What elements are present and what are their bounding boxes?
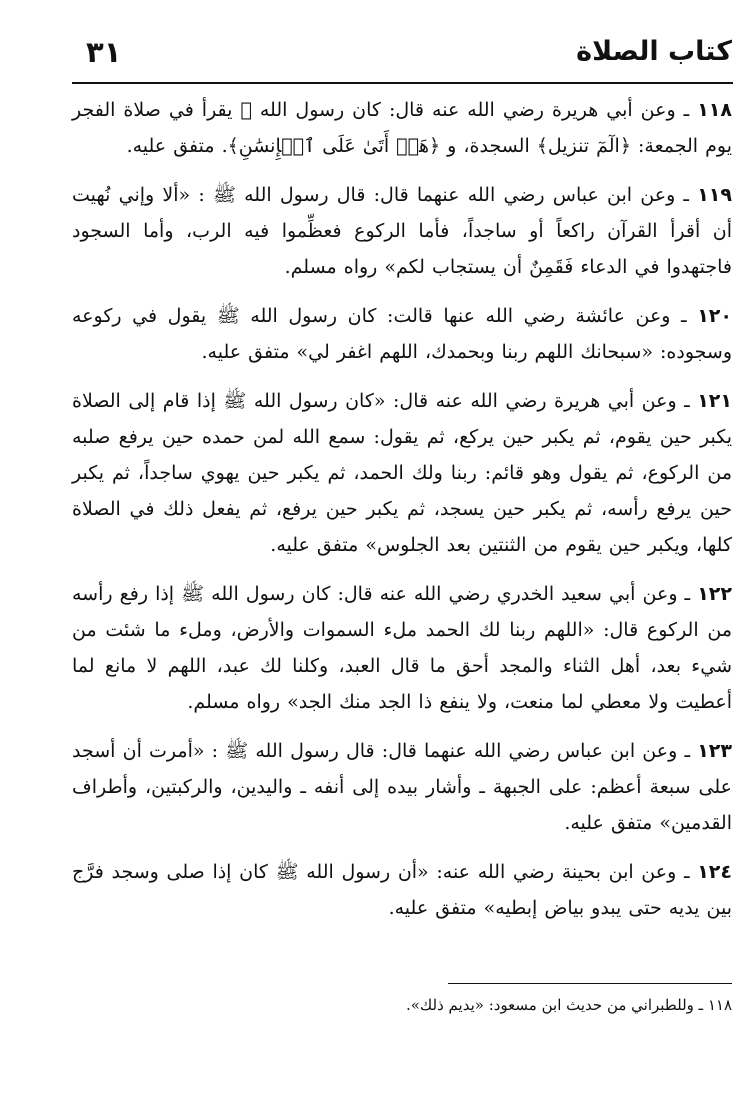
- hadith-number: ١٢١: [697, 390, 732, 412]
- hadith-paragraph-123: [72, 733, 732, 841]
- hadith-text: ـ وعن ابن عباس رضي الله عنهما قال: قال رسول الله ﷺ : «ألا وإني نُهيت أن أقرأ القرآن راكعاً أو ساجداً، فأما الركوع فعظِّموا فيه الرب، وأما السجود فاجتهدوا في الدعاء فَقَمِنٌ أن يستجاب لكم» رواه مسلم.: [72, 184, 732, 278]
- hadith-paragraph-119: [72, 177, 732, 285]
- header-divider: [72, 82, 733, 84]
- hadith-text: ـ وعن أبي هريرة رضي الله عنه قال: «كان رسول الله ﷺ إذا قام إلى الصلاة يكبر حين يقوم، ثم يكبر حين يركع، ثم يقول: سمع الله لمن حمده حين يرفع صلبه من الركوع، ثم يقول وهو قائم: ربنا ولك الحمد، ثم يكبر حين يهوي ساجداً، ثم يكبر حين يرفع رأسه، ثم يكبر حين يسجد، ثم يكبر حين يرفع، ثم يفعل ذلك في الصلاة كلها، ويكبر حين يقوم من الثنتين بعد الجلوس» متفق عليه.: [72, 390, 732, 556]
- hadith-text: ـ وعن عائشة رضي الله عنها قالت: كان رسول الله ﷺ يقول في ركوعه وسجوده: «سبحانك اللهم ربنا وبحمدك، اللهم اغفر لي» متفق عليه.: [72, 305, 732, 363]
- hadith-number: ١١٨: [697, 99, 732, 121]
- hadith-number: ١٢٣: [697, 740, 732, 762]
- page-header: [72, 34, 732, 74]
- hadith-paragraph-124: [72, 854, 732, 926]
- hadith-number: ١١٩: [697, 184, 732, 206]
- hadith-text: ـ وعن ابن بحينة رضي الله عنه: «أن رسول الله ﷺ كان إذا صلى وسجد فرَّج بين يديه حتى يبدو بياض إبطيه» متفق عليه.: [72, 861, 732, 919]
- hadith-paragraph-121: [72, 383, 732, 563]
- hadith-text: ـ وعن أبي هريرة رضي الله عنه قال: كان رسول الله ﷺ يقرأ في صلاة الفجر يوم الجمعة: ﴿الٓمٓ تنزيل﴾ السجدة، و ﴿هَلۡ أَتَىٰ عَلَى ٱلۡإِنسَٰنِ﴾. متفق عليه.: [72, 99, 732, 157]
- hadith-paragraph-118: [72, 92, 732, 164]
- hadith-number: ١٢٢: [697, 583, 732, 605]
- hadith-paragraph-120: [72, 298, 732, 370]
- page-body: [72, 92, 732, 939]
- hadith-number: ١٢٠: [697, 305, 732, 327]
- hadith-text: ـ وعن ابن عباس رضي الله عنهما قال: قال رسول الله ﷺ : «أمرت أن أسجد على سبعة أعظم: على الجبهة ـ وأشار بيده إلى أنفه ـ واليدين، والركبتين، وأطراف القدمين» متفق عليه.: [72, 740, 732, 834]
- page-number: ٣١: [86, 35, 122, 69]
- chapter-title: كتاب الصلاة: [576, 36, 732, 67]
- hadith-number: ١٢٤: [697, 861, 732, 883]
- footnote-divider: [448, 983, 732, 984]
- footnote: ١١٨ ـ وللطبراني من حديث ابن مسعود: «يديم ذلك».: [405, 996, 732, 1014]
- hadith-text: ـ وعن أبي سعيد الخدري رضي الله عنه قال: كان رسول الله ﷺ إذا رفع رأسه من الركوع قال: «اللهم ربنا لك الحمد ملء السموات والأرض، وملء ما شئت من شيء بعد، أهل الثناء والمجد أحق ما قال العبد، وكلنا لك عبد، اللهم لا مانع لما أعطيت ولا معطي لما منعت، ولا ينفع ذا الجد منك الجد» رواه مسلم.: [72, 583, 732, 713]
- hadith-paragraph-122: [72, 576, 732, 720]
